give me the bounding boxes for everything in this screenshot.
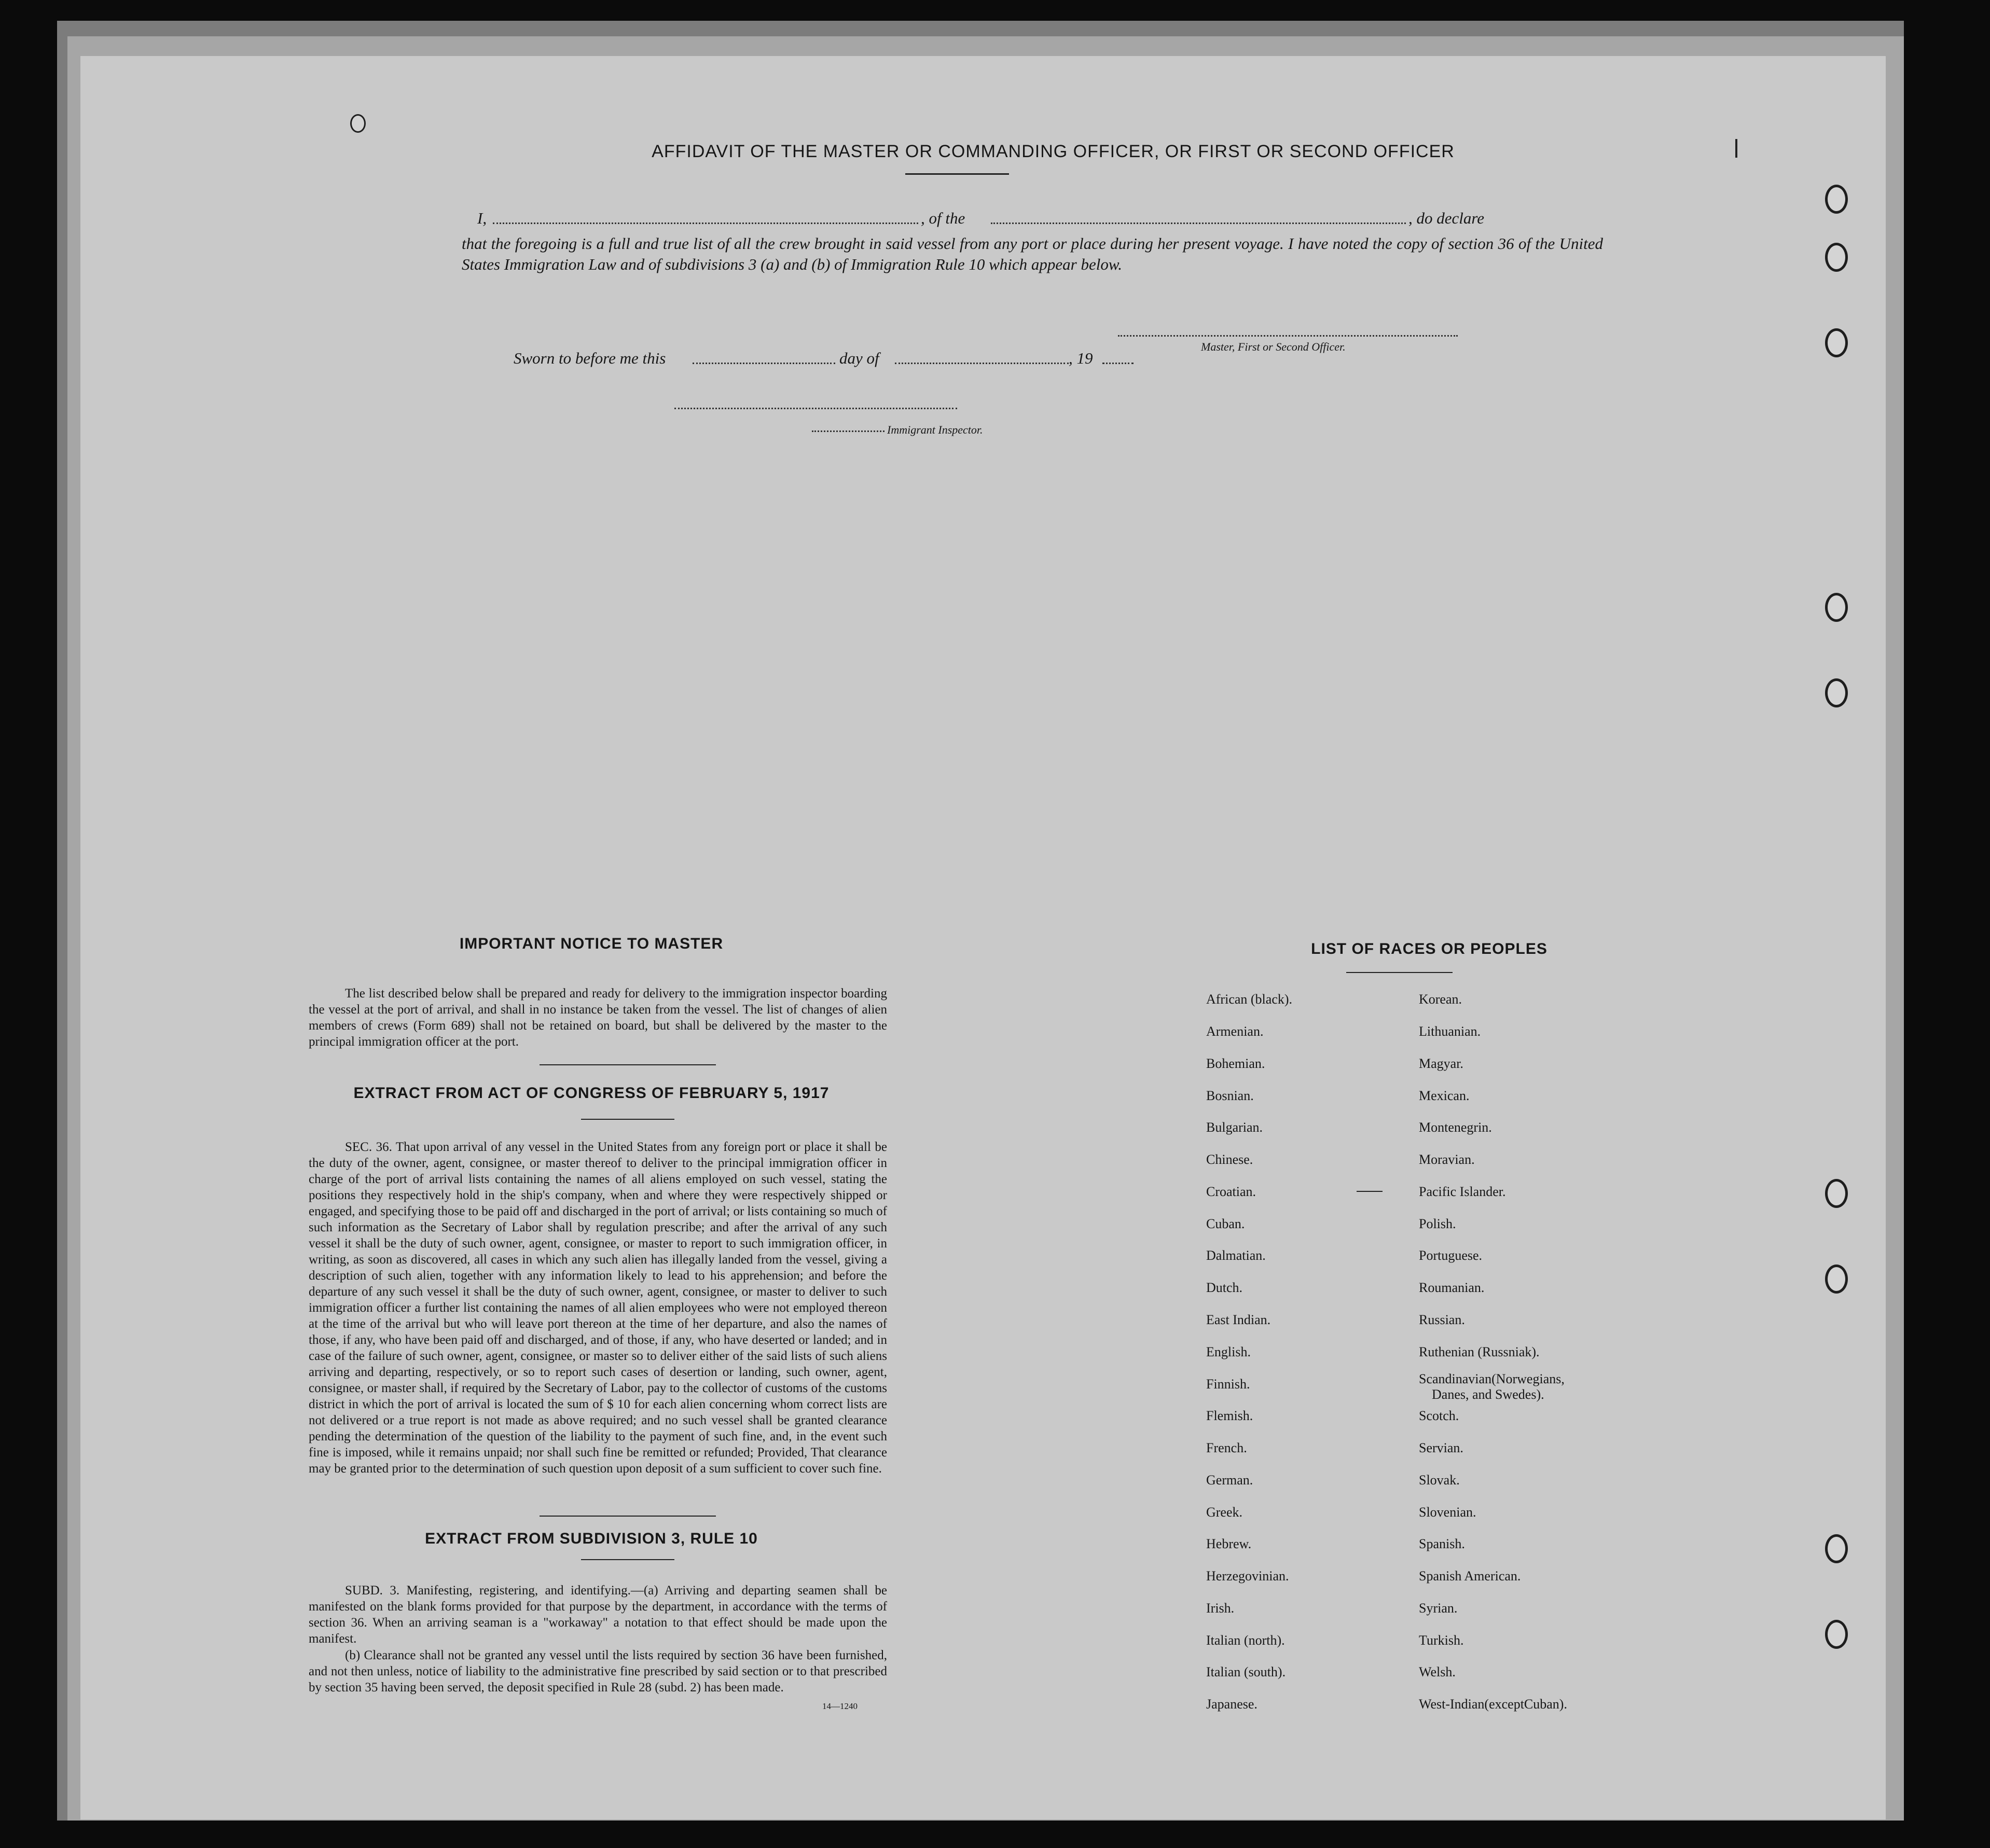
sworn-year-field[interactable] [1102,363,1134,364]
race-item: Montenegrin. [1419,1120,1492,1135]
day-of-label: day of [839,349,879,367]
binder-hole-icon [350,114,366,133]
stray-mark [1357,1191,1383,1192]
race-item: Pacific Islander. [1419,1184,1506,1199]
race-item: Flemish. [1206,1408,1253,1423]
master-signature-field[interactable] [1118,335,1458,337]
race-item: Moravian. [1419,1152,1475,1167]
race-item: Ruthenian (Russniak). [1419,1344,1540,1359]
race-item: Finnish. [1206,1377,1250,1392]
race-item: Japanese. [1206,1697,1257,1712]
race-item: Chinese. [1206,1152,1253,1167]
race-item: Hebrew. [1206,1536,1252,1551]
stray-mark [1735,139,1737,158]
of-the-label: , of the [921,209,965,227]
race-item: Russian. [1419,1312,1465,1327]
divider [1346,972,1453,973]
race-item: Dutch. [1206,1280,1243,1295]
rule-text-a: SUBD. 3. Manifesting, registering, and identifying.—(a) Arriving and departing seamen shall be manifested on the blank forms provided for that purpose by the department, in accordance with the terms of section 36. When an arriving seaman is a "workaway" a notation to that effect should be made upon the manifest. [309,1583,887,1646]
race-item: Polish. [1419,1216,1456,1231]
race-item: Armenian. [1206,1024,1264,1039]
sworn-label: Sworn to before me this [514,349,666,367]
binder-hole-icon [1825,1534,1848,1563]
race-item: Herzegovinian. [1206,1568,1289,1583]
race-item: African (black). [1206,992,1293,1007]
race-item: Scandinavian(Norwegians, [1419,1371,1565,1386]
divider [540,1064,716,1065]
divider [540,1516,716,1517]
race-item: Spanish American. [1419,1568,1521,1583]
binder-hole-icon [1825,243,1848,272]
divider [581,1119,674,1120]
race-item: Slovak. [1419,1472,1460,1488]
form-number: 14—1240 [822,1701,858,1711]
inspector-dots [812,430,885,432]
race-item: Croatian. [1206,1184,1256,1199]
race-item: Danes, and Swedes). [1432,1387,1544,1402]
declarant-line [477,209,1624,230]
sworn-line [514,349,1240,370]
binder-hole-icon [1825,1265,1848,1294]
race-item: Lithuanian. [1419,1024,1481,1039]
i-label: I, [477,209,487,227]
inspector-signature-field[interactable] [674,408,957,409]
race-item: Welsh. [1419,1664,1456,1679]
race-item: Spanish. [1419,1536,1465,1551]
race-item: West-Indian(exceptCuban). [1419,1697,1567,1712]
race-item: Scotch. [1419,1408,1459,1423]
race-item: Irish. [1206,1601,1235,1616]
race-item: English. [1206,1344,1251,1359]
race-item: East Indian. [1206,1312,1271,1327]
race-item: Korean. [1419,992,1462,1007]
act-heading: EXTRACT FROM ACT OF CONGRESS OF FEBRUARY 5, 1917 [353,1085,830,1102]
race-item: Turkish. [1419,1633,1464,1648]
vessel-field[interactable] [991,223,1406,224]
affidavit-title: AFFIDAVIT OF THE MASTER OR COMMANDING OFFICER, OR FIRST OR SECOND OFFICER [652,142,1455,161]
race-item: Dalmatian. [1206,1248,1266,1263]
binder-hole-icon [1825,678,1848,707]
notice-heading: IMPORTANT NOTICE TO MASTER [459,935,724,952]
sworn-day-field[interactable] [693,363,835,364]
race-item: German. [1206,1472,1253,1488]
name-field[interactable] [493,223,918,224]
race-item: Bohemian. [1206,1056,1265,1071]
act-text: SEC. 36. That upon arrival of any vessel in the United States from any foreign port or place it shall be the duty of the owner, agent, consignee, or master thereof to deliver to the principal immigration officer in charge of the port of arrival lists containing the names of all aliens employed on such vessel, stating the positions they respectively hold in the ship's company, when and where they were respectively shipped or engaged, and specifying those to be paid off and discharged in the port of arrival; or lists containing so much of such information as the Secretary of Labor shall by regulation prescribe; and after the arrival of any such vessel it shall be the duty of such owner, agent, consignee, or master to report to such immigration officer, in writing, as soon as discovered, all cases in which any such alien has illegally landed from the vessel, giving a description of such alien, together with any information likely to lead to his apprehension; and before the departure of any such vessel it shall be the duty of such owner, agent, consignee, or master to deliver to such immigration officer a further list containing the names of all alien employees who were not employed thereon at the time of the arrival but who will leave port thereon at the time of her departure, and also the names of those, if any, who have been paid off and discharged, and of those, if any, who have deserted or landed; and in case of the failure of such owner, agent, consignee, or master so to deliver either of the said lists of such aliens arriving and departing, respectively, or so to report such cases of desertion or landing, such owner, agent, consignee, or master shall, if required by the Secretary of Labor, pay to the collector of customs of the customs district in which the port of arrival is located the sum of $ 10 for each alien concerning whom correct lists are not delivered or a true report is not made as above required; and no such vessel shall be granted clearance pending the determination of the question of the liability to the payment of such fine, and, in the event such fine is imposed, while it remains unpaid; nor shall such fine be remitted or refunded; Provided, That clearance may be granted prior to the determination of such question upon deposit of a sum sufficient to cover such fine. [309,1140,887,1476]
rule-heading: EXTRACT FROM SUBDIVISION 3, RULE 10 [425,1530,758,1547]
divider [581,1559,674,1560]
master-label: Master, First or Second Officer. [1201,340,1346,353]
divider [905,173,1009,175]
race-item: Italian (south). [1206,1664,1286,1679]
race-item: Mexican. [1419,1088,1470,1103]
notice-text: The list described below shall be prepared and ready for delivery to the immigration inspector boarding the vessel at the port of arrival, and shall in no instance be taken from the vessel. The list of changes of alien members of crews (Form 689) shall not be retained on board, but shall be delivered by the master to the principal immigration officer at the port. [309,986,887,1049]
binder-hole-icon [1825,185,1848,214]
rule-text-b: (b) Clearance shall not be granted any vessel until the lists required by section 36 have been furnished, and not then unless, notice of liability to the administrative fine prescribed by said section or to that prescribed by section 35 having been served, the deposit specified in Rule 28 (subd. 2) has been made. [309,1648,887,1694]
document-page [80,56,1886,1819]
affidavit-body: that the foregoing is a full and true list of all the crew brought in said vessel from any port or place during her present voyage. I have noted the copy of section 36 of the United States Immigration Law and of subdivisions 3 (a) and (b) of Immigration Rule 10 which appear below. [462,234,1603,273]
races-heading: LIST OF RACES OR PEOPLES [1311,940,1547,957]
race-item: Bosnian. [1206,1088,1254,1103]
binder-hole-icon [1825,1620,1848,1649]
race-item: Portuguese. [1419,1248,1483,1263]
binder-hole-icon [1825,1179,1848,1208]
declare-label: , do declare [1408,209,1485,227]
race-item: Syrian. [1419,1601,1458,1616]
race-item: Slovenian. [1419,1505,1476,1520]
binder-hole-icon [1825,328,1848,357]
race-item: Roumanian. [1419,1280,1485,1295]
sworn-month-field[interactable] [895,363,1069,364]
binder-hole-icon [1825,593,1848,622]
year-label: , 19 [1069,349,1093,367]
race-item: Servian. [1419,1440,1463,1455]
race-item: Magyar. [1419,1056,1463,1071]
race-item: French. [1206,1440,1247,1455]
race-item: Italian (north). [1206,1633,1285,1648]
race-item: Greek. [1206,1505,1243,1520]
race-item: Cuban. [1206,1216,1245,1231]
inspector-label: Immigrant Inspector. [887,423,983,436]
race-item: Bulgarian. [1206,1120,1263,1135]
